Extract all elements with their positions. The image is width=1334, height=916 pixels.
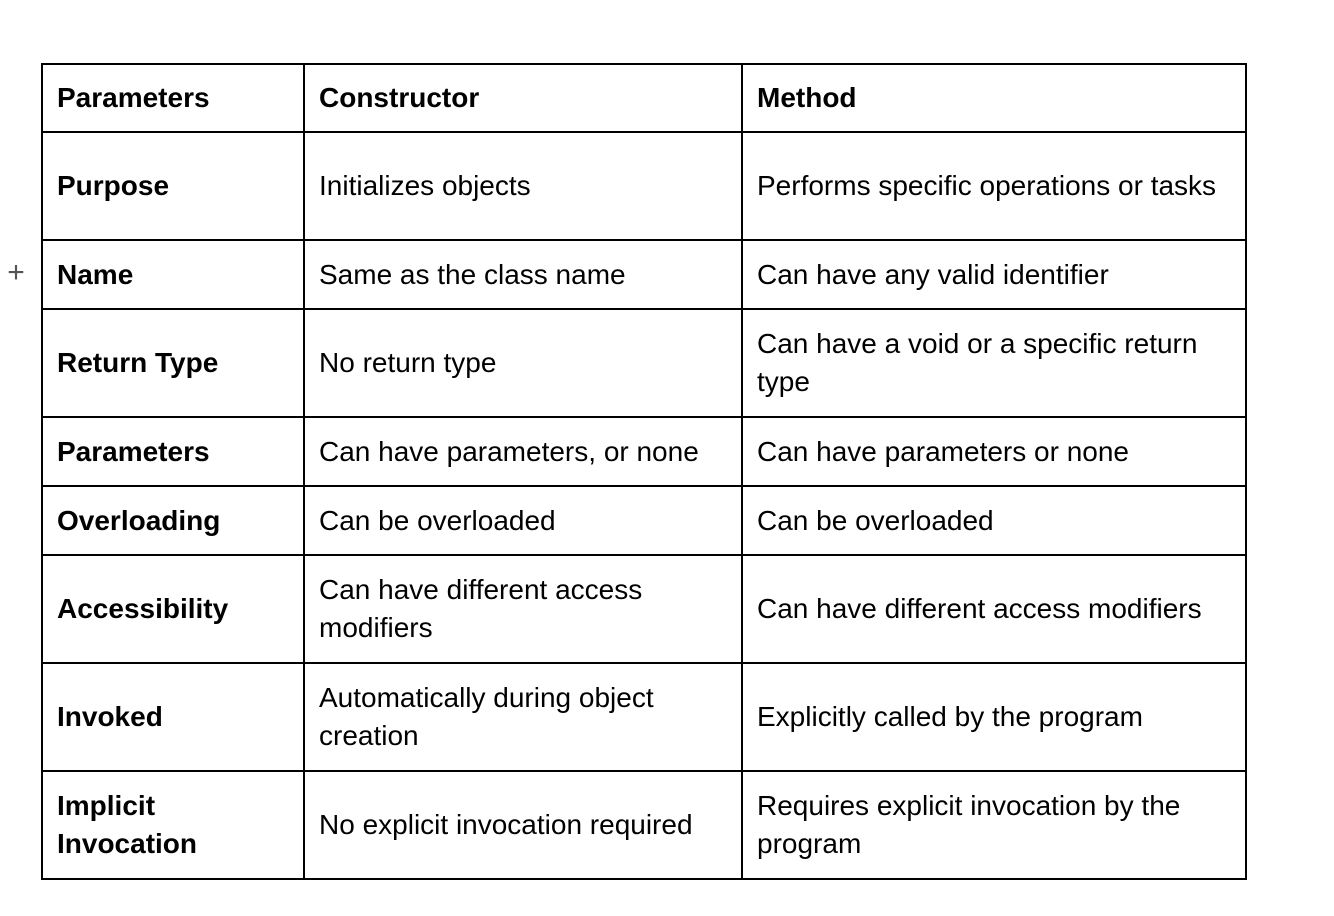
plus-icon[interactable]: + <box>7 256 25 289</box>
row-label-cell[interactable]: Accessibility <box>42 555 304 663</box>
table-row <box>42 663 1246 771</box>
constructor-cell[interactable]: Can have parameters, or none <box>304 417 742 486</box>
row-label-cell[interactable]: Invoked <box>42 663 304 771</box>
constructor-cell[interactable]: Initializes objects <box>304 132 742 240</box>
table-header-row <box>42 64 1246 132</box>
header-cell-constructor[interactable]: Constructor <box>304 64 742 132</box>
method-cell[interactable]: Can have parameters or none <box>742 417 1246 486</box>
constructor-cell[interactable]: Automatically during object creation <box>304 663 742 771</box>
method-cell[interactable]: Requires explicit invocation by the program <box>742 771 1246 879</box>
table-row <box>42 309 1246 417</box>
constructor-cell[interactable]: Same as the class name <box>304 240 742 309</box>
method-cell[interactable]: Can have any valid identifier <box>742 240 1246 309</box>
constructor-cell[interactable]: No explicit invocation required <box>304 771 742 879</box>
row-label-cell[interactable]: Name <box>42 240 304 309</box>
table-row <box>42 486 1246 555</box>
row-label-cell[interactable]: Return Type <box>42 309 304 417</box>
table-row <box>42 132 1246 240</box>
header-cell-method[interactable]: Method <box>742 64 1246 132</box>
table-row <box>42 417 1246 486</box>
row-label-cell[interactable]: Purpose <box>42 132 304 240</box>
row-label-cell[interactable]: Parameters <box>42 417 304 486</box>
constructor-cell[interactable]: Can have different access modifiers <box>304 555 742 663</box>
method-cell[interactable]: Can be overloaded <box>742 486 1246 555</box>
table-row <box>42 240 1246 309</box>
method-cell[interactable]: Can have a void or a specific return type <box>742 309 1246 417</box>
table-row <box>42 555 1246 663</box>
method-cell[interactable]: Explicitly called by the program <box>742 663 1246 771</box>
comparison-table <box>41 63 1247 880</box>
constructor-cell[interactable]: Can be overloaded <box>304 486 742 555</box>
method-cell[interactable]: Performs specific operations or tasks <box>742 132 1246 240</box>
method-cell[interactable]: Can have different access modifiers <box>742 555 1246 663</box>
table-row <box>42 771 1246 879</box>
header-cell-parameters[interactable]: Parameters <box>42 64 304 132</box>
constructor-cell[interactable]: No return type <box>304 309 742 417</box>
row-label-cell[interactable]: Overloading <box>42 486 304 555</box>
row-label-cell[interactable]: Implicit Invocation <box>42 771 304 879</box>
